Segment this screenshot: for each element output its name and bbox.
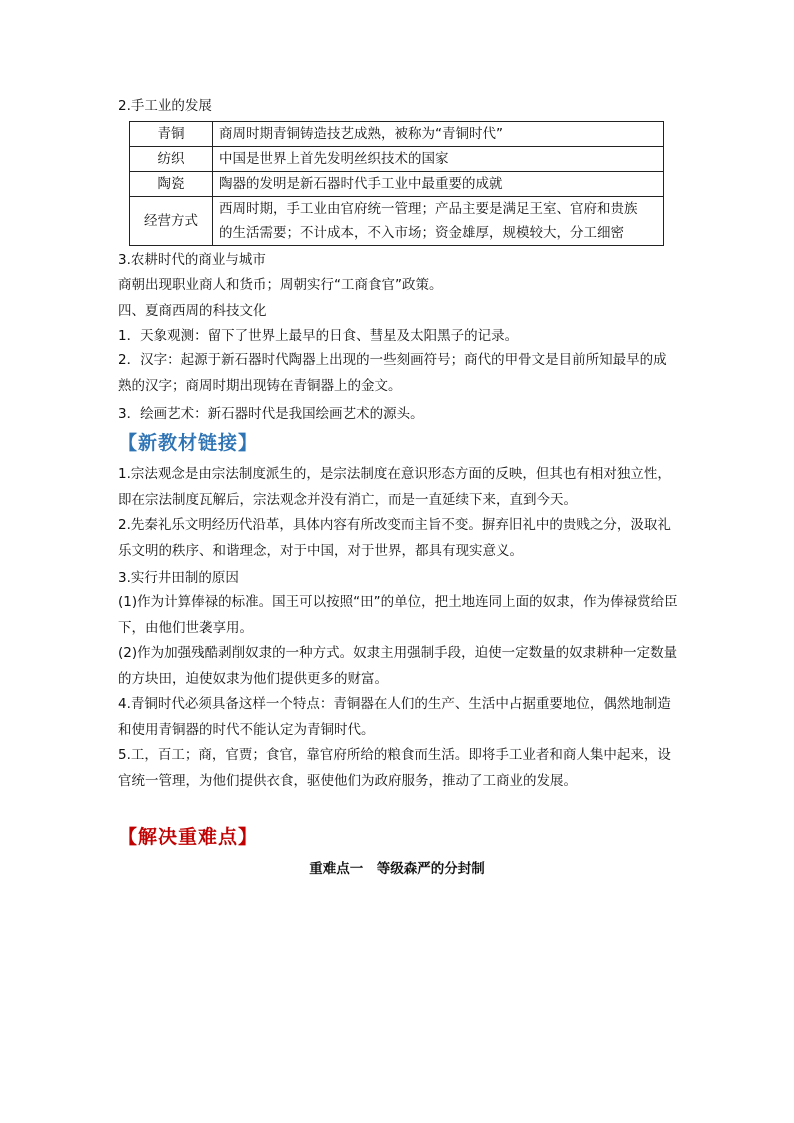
table-value-cell: 中国是世界上首先发明丝织技术的国家 [213,147,664,172]
table-value-cell: 陶器的发明是新石器时代手工业中最重要的成就 [213,172,664,197]
table-value-cell [213,197,664,246]
table-key-cell: 纺织 [130,147,213,172]
key-point-1-title: 重难点一 等级森严的分封制 [309,861,485,877]
new-textbook-heading: 【新教材链接】 [118,432,259,454]
table-value-line: 的生活需要；不计成本，不入市场；资金雄厚，规模较大，分工细密 [219,225,624,241]
part-4-title: 四、夏商西周的科技文化 [118,303,267,319]
link-paragraph-3-title: 3.实行井田制的原因 [118,570,239,586]
link-paragraph-5: 5.工，百工；商，官贾；食官，靠官府所给的粮食而生活。即将手工业者和商人集中起来，设官统一管理，为他们提供衣食，驱使他们为政府服务，推动了工商业的发展。 [118,747,671,789]
table-key-cell: 陶瓷 [130,172,213,197]
section-3-text: 商朝出现职业商人和货币；周朝实行“工商食官”政策。 [118,277,443,293]
craft-table [129,121,664,246]
link-paragraph-1: 1.宗法观念是由宗法制度派生的，是宗法制度在意识形态方面的反映，但其也有相对独立性，即在宗法制度瓦解后，宗法观念并没有消亡，而是一直延续下来，直到今天。 [118,466,671,508]
table-value-line: 西周时期，手工业由官府统一管理；产品主要是满足王室、官府和贵族 [219,201,638,217]
section-2-title: 2.手工业的发展 [118,98,212,114]
tech-item-3: 3．绘画艺术：新石器时代是我国绘画艺术的源头。 [118,406,424,422]
tech-item-2: 2．汉字：起源于新石器时代陶器上出现的一些刻画符号；商代的甲骨文是目前所知最早的成熟的汉字；商周时期出现铸在青铜器上的金文。 [118,352,667,394]
section-3-title: 3.农耕时代的商业与城市 [118,252,266,268]
table-value-cell: 商周时期青铜铸造技艺成熟，被称为“青铜时代” [213,122,664,147]
link-paragraph-3a: (1)作为计算俸禄的标准。国王可以按照“田”的单位，把土地连同上面的奴隶，作为俸禄赏给臣下，由他们世袭享用。 [118,594,678,636]
link-paragraph-4: 4.青铜时代必须具备这样一个特点：青铜器在人们的生产、生活中占据重要地位，偶然地制造和使用青铜器的时代不能认定为青铜时代。 [118,696,671,738]
tech-item-1: 1．天象观测：留下了世界上最早的日食、彗星及太阳黑子的记录。 [118,328,519,344]
table-row [130,147,664,172]
key-points-heading: 【解决重难点】 [118,826,259,848]
table-key-cell: 经营方式 [130,197,213,246]
table-key-cell: 青铜 [130,122,213,147]
table-row [130,122,664,147]
table-row [130,172,664,197]
table-row [130,197,664,246]
link-paragraph-3b: (2)作为加强残酷剥削奴隶的一种方式。奴隶主用强制手段，迫使一定数量的奴隶耕种一定数量的方块田，迫使奴隶为他们提供更多的财富。 [118,645,678,687]
link-paragraph-2: 2.先秦礼乐文明经历代沿革，具体内容有所改变而主旨不变。摒弃旧礼中的贵贱之分，汲取礼乐文明的秩序、和谐理念，对于中国，对于世界，都具有现实意义。 [118,517,671,559]
